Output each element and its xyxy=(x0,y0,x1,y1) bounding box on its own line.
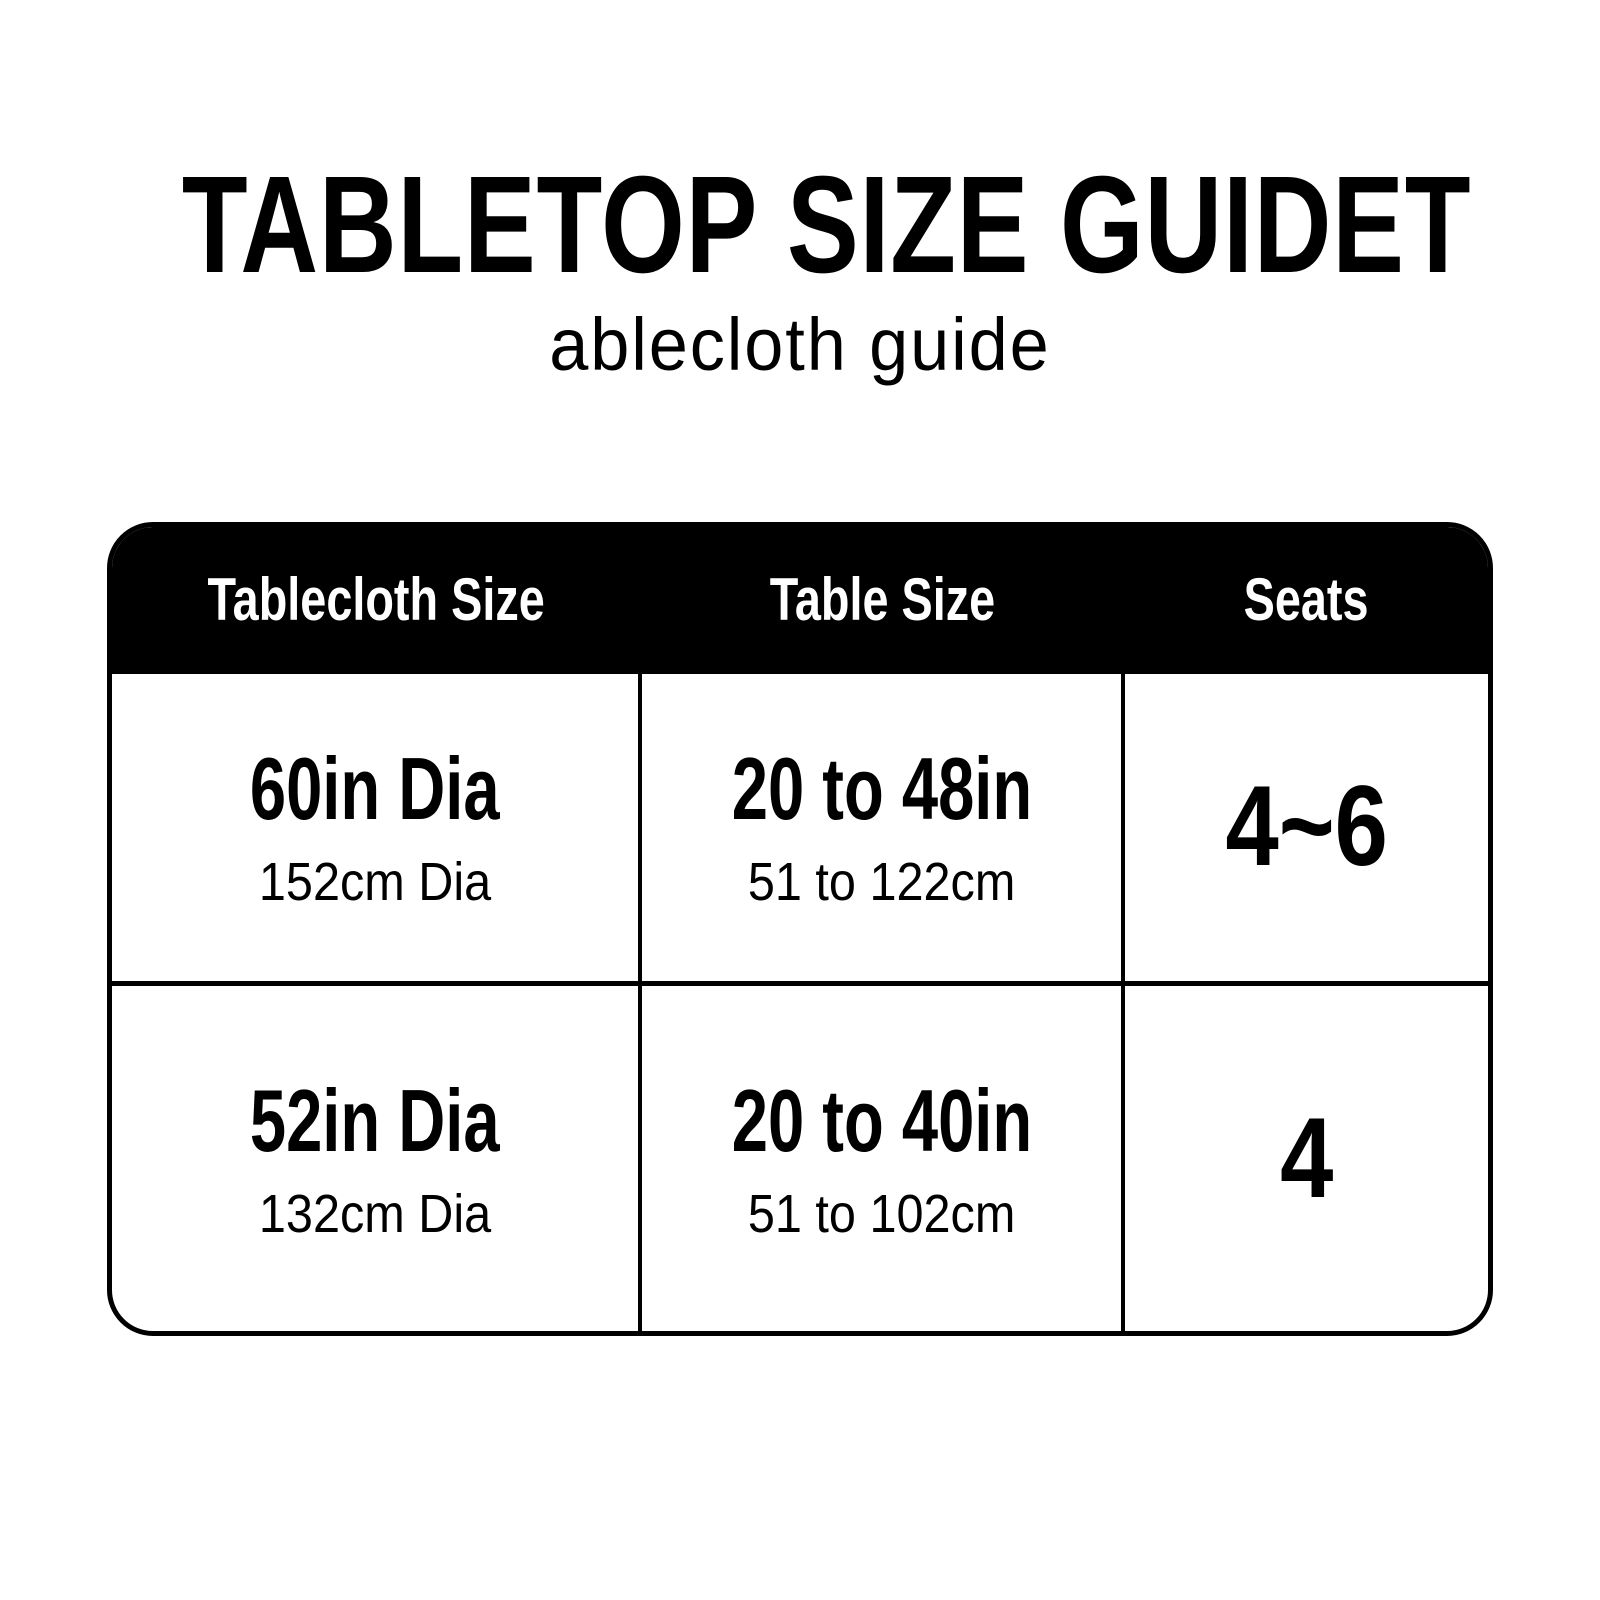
row2-cell-tablecloth-size xyxy=(112,986,642,1331)
header-label-table-size: Table Size xyxy=(769,566,996,633)
row1-table-size-inches: 20 to 48in xyxy=(731,739,1032,838)
header-label-seats: Seats xyxy=(1244,566,1369,633)
row2-cell-table-size xyxy=(642,986,1125,1331)
size-guide-table xyxy=(107,522,1493,1336)
row1-tablecloth-size-inches: 60in Dia xyxy=(250,739,500,838)
row2-cell-seats xyxy=(1125,986,1488,1331)
row2-tablecloth-size-cm: 132cm Dia xyxy=(258,1183,492,1244)
page-title-text: TABLETOP SIZE GUIDET xyxy=(181,148,1472,302)
table-header-row xyxy=(111,526,1489,674)
row2-seats-value: 4 xyxy=(1279,1094,1334,1222)
row2-tablecloth-size-inches: 52in Dia xyxy=(250,1070,500,1170)
page-title xyxy=(0,148,1600,302)
row1-tablecloth-size-cm: 152cm Dia xyxy=(258,852,492,912)
row2-table-size-inches: 20 to 40in xyxy=(731,1070,1032,1170)
table-body xyxy=(112,673,1488,1331)
row1-seats-value: 4~6 xyxy=(1225,763,1388,890)
page-subtitle xyxy=(0,303,1600,386)
header-cell-tablecloth-size xyxy=(111,566,641,633)
header-label-tablecloth-size: Tablecloth Size xyxy=(207,566,545,633)
page-subtitle-text: ablecloth guide xyxy=(549,303,1051,386)
row1-cell-seats xyxy=(1125,673,1488,986)
row1-cell-table-size xyxy=(642,673,1125,986)
header-cell-seats xyxy=(1124,566,1489,633)
row1-cell-tablecloth-size xyxy=(112,673,642,986)
row2-table-size-cm: 51 to 102cm xyxy=(747,1183,1016,1244)
header-cell-table-size xyxy=(641,566,1124,633)
row1-table-size-cm: 51 to 122cm xyxy=(747,852,1016,912)
